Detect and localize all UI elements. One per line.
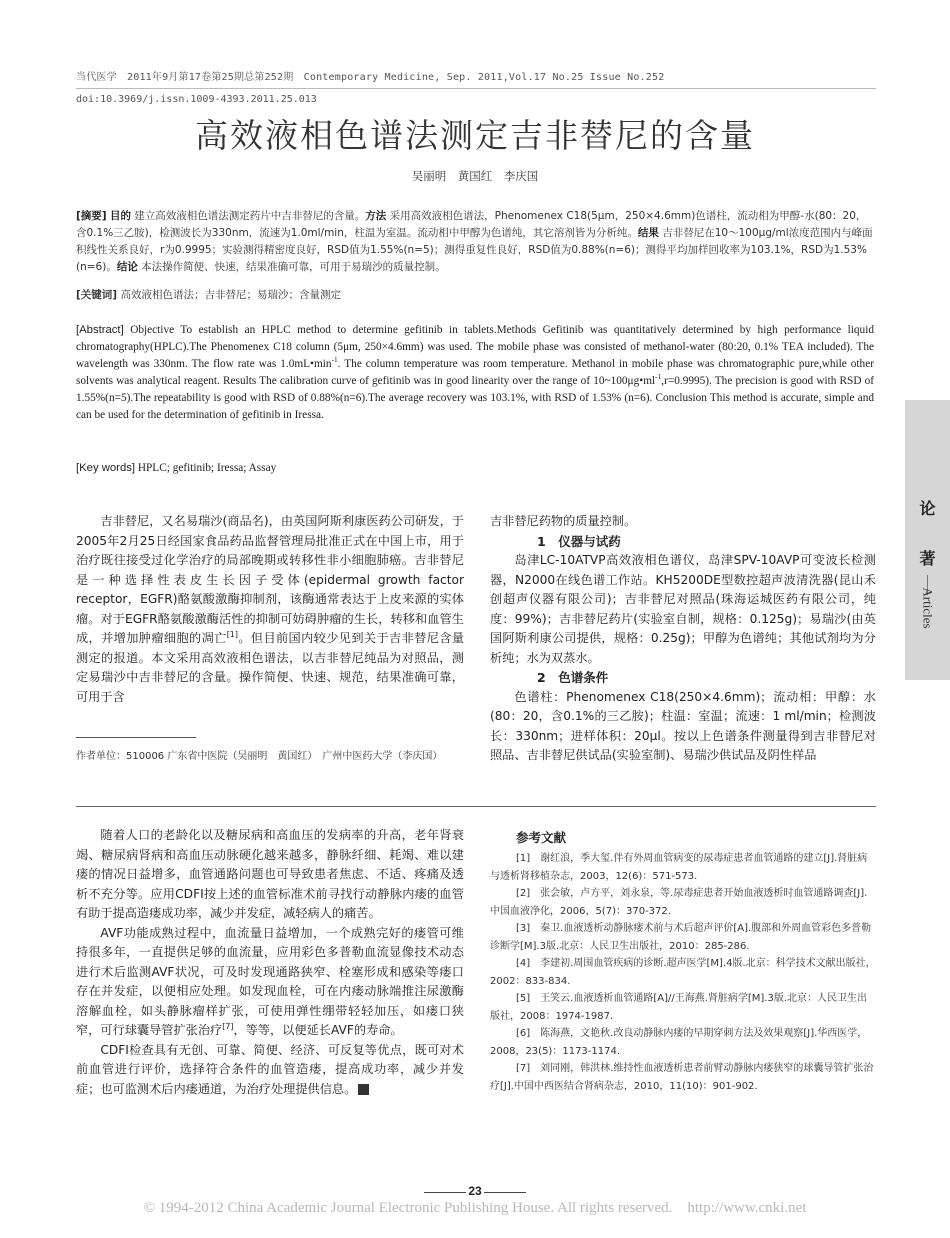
chinese-abstract (76, 208, 874, 276)
continued-paragraph: 吉非替尼药物的质量控制。 (490, 514, 637, 528)
tail-p2-text-a: AVF功能成熟过程中，血流量日益增加，一个成熟完好的瘘管可维持很多年，一直提供足够的血流量，应用彩色多普勒血流显像技术动态进行术后监测AVF状况，可及时发现通路狭窄、栓塞形成和感染等瘘口存在并发症，以便相应处理。如发现血栓，可在内瘘动脉端推注尿激酶溶解血栓，如头静脉瘤样扩张，可使用弹性绷带轻轻加压，如瘘口狭窄，可行球囊导管扩张治疗 (76, 925, 464, 1037)
tail-paragraph-3 (76, 1041, 464, 1100)
end-of-article-icon (358, 1084, 369, 1095)
result-text: 吉非替尼在10～100μg/ml浓度范围内与峰面积线性关系良好，r为0.9995；实验测得精密度良好，RSD值为1.55%(n=5)；测得重复性良好，RSD值为0.88%(n=6)；测得平均加样回收率为103.1%，RSD为1.53%(n=6)。 (76, 227, 873, 273)
en-abstract-text-b: . The column temperature was room temperature. Methanol in mobile phase was chromatographic pure,while other solvents was analytical reagent. Results The calibration curve of gefitinib was in good linearity over the range of 10~100μg•ml (76, 358, 874, 387)
tail-p3-text: CDFI检查具有无创、可靠、简便、经济、可反复等优点，既可对术前血管进行评价，选择符合条件的血管造瘘，提高成功率，减少并发症；也可监测术后内瘘通道，为治疗处理提供信息。 (76, 1042, 464, 1096)
section-side-tab (905, 400, 950, 680)
side-tab-char-2: 著 (919, 549, 936, 568)
en-abstract-text-a: Objective To establish an HPLC method to determine gefitinib in tablets.Methods Gefitinib was quantitatively determined by high performance liquid chromatography(HPLC).The Phenomenex C18 column (5μm, 250×4.6mm) was used. The mobile phase was consisted of methanol-water (80:20, 0.1% TEA included). The wavelength was 330nm. The flow rate was 1.0mL•min (76, 324, 874, 370)
result-label: 结果 (637, 227, 659, 239)
reference-item: [4] 李建初.周围血管疾病的诊断.超声医学[M].4版.北京：科学技术文献出版社，2002：833-834. (490, 958, 876, 987)
reference-item: [7] 刘同刚，韩洪林.维持性血液透析患者前臂动静脉内瘘狭窄的球囊导管扩张治疗[J].中国中西医结合肾病杂志，2010，11(10)：901-902. (490, 1063, 874, 1092)
body-right-column (490, 512, 876, 766)
reference-item: [2] 张会敏，卢方平，刘永泉，等.尿毒症患者开始血液透析时血管通路调查[J].中国血液净化，2006，5(7)：370-372. (490, 888, 868, 917)
keywords-text: 高效液相色谱法；吉非替尼；易瑞沙；含量测定 (120, 289, 341, 301)
intro-text-b: 。但目前国内较少见到关于吉非替尼含量测定的报道。本文采用高效液相色谱法，以吉非替尼纯品为对照品，测定易瑞沙中吉非替尼的含量。操作简便、快速、规范，结果准确可靠，可用于含 (76, 631, 465, 704)
en-abstract-text-c: ,r=0.9995). The precision is good with RSD of 1.55%(n=5).The repeatability is good with RSD of 0.88%(n=6).The average recovery was 103.1%, with RSD of 1.53% (n=6). Conclusion This method is accurate, simple and can be used for the determination of gefitinib in Iressa. (76, 375, 875, 421)
chinese-keywords (76, 287, 874, 302)
intro-paragraph (76, 512, 464, 707)
references-list (490, 850, 876, 1095)
copyright-watermark: © 1994-2012 China Academic Journal Electronic Publishing House. All rights reserved. http://www.cnki.net (143, 1200, 807, 1216)
section-2-title: 2 色谱条件 (537, 670, 609, 685)
reference-item: [1] 谢红浪，季大玺.伴有外周血管病变的尿毒症患者血管通路的建立[J].肾脏病与透析肾移植杂志，2003，12(6)：571-573. (490, 853, 868, 882)
tail-p2-text-b: ，等等，以便延长AVF的寿命。 (233, 1023, 403, 1037)
section-1-title: 1 仪器与试药 (537, 533, 621, 549)
purpose-label: 目的 (109, 210, 131, 222)
en-keywords-label: [Key words] (76, 462, 136, 474)
article-title: 高效液相色谱法测定吉非替尼的含量 (195, 116, 755, 155)
side-tab-english-text: Articles (920, 587, 936, 629)
english-abstract (76, 322, 874, 424)
purpose-text: 建立高效液相色谱法测定药片中吉非替尼的含量。 (134, 210, 366, 222)
page-number: 23 (468, 1184, 482, 1198)
previous-article-tail (76, 826, 464, 1099)
header-rule (76, 88, 876, 89)
side-tab-english (905, 587, 950, 629)
doi: doi:10.3969/j.issn.1009-4393.2011.25.013 (76, 94, 317, 105)
abstract-label: [摘要] (76, 210, 107, 222)
method-text: 采用高效液相色谱法，Phenomenex C18(5μm，250×4.6mm)色谱柱，流动相为甲醇-水(80：20，含0.1%三乙胺)，检测波长为330nm，流速为1.0ml/min，柱温为室温。流动相中甲醇为色谱纯，其它溶剂皆为分析纯。 (76, 210, 867, 239)
conclusion-label: 结论 (116, 261, 138, 273)
tail-paragraph-1: 随着人口的老龄化以及糖尿病和高血压的发病率的升高，老年肾衰竭、糖尿病肾病和高血压动脉硬化越来越多，静脉纤细、耗竭、难以建瘘的情况日益增多，血管通路问题也可导致患者焦虑、不适、疼痛及透析不充分等。应用CDFI按上述的血管标准术前寻找行动静脉内瘘的血管有助于提高造瘘成功率，减少并发症，减轻病人的痛苦。 (76, 828, 464, 920)
reference-item: [6] 陈海燕，文艳秋.改良动静脉内瘘的早期穿刺方法及效果观察[J].华西医学，2008，23(5)：1173-1174. (490, 1028, 868, 1057)
english-keywords (76, 462, 874, 474)
author-affiliation-footnote: 作者单位：510006 广东省中医院（吴丽明 黄国红） 广州中医药大学（李庆国） (76, 751, 443, 762)
conclusion-text: 本法操作简便、快速，结果准确可靠，可用于易瑞沙的质量控制。 (141, 261, 446, 273)
references-title: 参考文献 (516, 830, 567, 845)
en-keywords-text: HPLC; gefitinib; Iressa; Assay (137, 462, 277, 474)
intro-text-a: 吉非替尼，又名易瑞沙(商品名)，由英国阿斯利康医药公司研发，于2005年2月25日经国家食品药品监督管理局批准正式在中国上市，用于治疗既往接受过化学治疗的局部晚期或转移性非小细胞肺癌。吉非替尼是一种选择性表皮生长因子受体(epidermal growth factor receptor，EGFR)酪氨酸激酶抑制剂，该酶通常表达于上皮来源的实体瘤。对于EGFR酪氨酸激酶活性的抑制可妨碍肿瘤的生长，转移和血管生成，并增加肿瘤细胞的凋亡 (76, 514, 464, 645)
authors: 吴丽明 黄国红 李庆国 (411, 169, 539, 183)
article-divider (76, 806, 876, 807)
section-1-text: 岛津LC-10ATVP高效液相色谱仪，岛津SPV-10AVP可变波长检测器，N2000在线色谱工作站。KH5200DE型数控超声波清洗器(昆山禾创超声仪器有限公司)；吉非替尼对照品(珠海运城医药有限公司，纯度：99%)；吉非替尼药片(实验室自制，规格：0.125g)；易瑞沙(由英国阿斯利康公司提供，规格：0.25g)；甲醇为色谱纯；其他试剂均为分析纯；水为双蒸水。 (490, 553, 876, 665)
reference-item: [5] 王笑云.血液透析血管通路[A]//王海燕.肾脏病学[M].3版.北京：人民卫生出版社，2008：1974-1987. (490, 993, 868, 1022)
journal-header: 当代医学 2011年9月第17卷第25期总第252期 Contemporary Medicine, Sep. 2011,Vol.17 No.25 Issue No.252 (76, 72, 665, 83)
side-tab-char-1: 论 (919, 499, 936, 518)
footnote-rule (76, 737, 196, 738)
en-sup-a: -1 (331, 355, 338, 365)
keywords-label: [关键词] (76, 289, 118, 301)
en-abstract-label: [Abstract] (76, 324, 124, 336)
method-label: 方法 (365, 210, 387, 222)
citation-7: [7] (222, 1021, 234, 1031)
tail-paragraph-2 (76, 924, 464, 1041)
en-sup-b: -1 (655, 372, 662, 382)
citation-1: [1] (226, 629, 238, 639)
reference-item: [3] 秦卫.血液透析动静脉瘘术前与术后超声评价[A].腹部和外周血管彩色多普勒诊断学[M].3版.北京：人民卫生出版社，2010：285-286. (490, 923, 872, 952)
section-2-text: 色谱柱：Phenomenex C18(250×4.6mm)；流动相：甲醇：水(80：20，含0.1%的三乙胺)；柱温：室温；流速：1 ml/min；检测波长：330nm；进样体积：20μl。按以上色谱条件测量得到吉非替尼对照品、吉非替尼供试品(实验室制)、易瑞沙供试品及阴性样品 (490, 689, 876, 762)
body-left-column (76, 512, 464, 707)
